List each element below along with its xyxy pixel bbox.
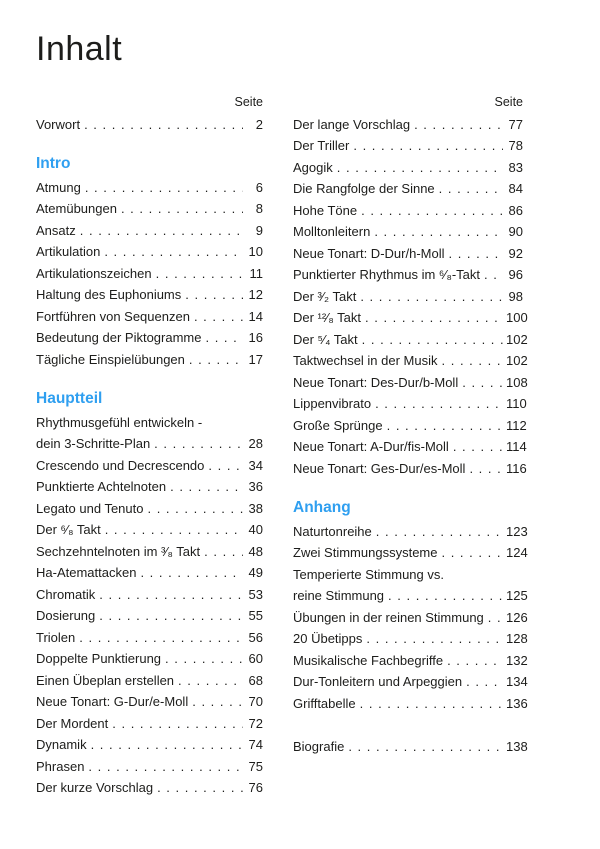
toc-entry-page: 78 xyxy=(508,138,523,153)
dot-leader xyxy=(99,605,243,627)
page-title: Inhalt xyxy=(36,30,123,68)
toc-entry xyxy=(36,627,263,649)
dot-leader xyxy=(469,458,503,480)
toc-entry-label: Artikulation xyxy=(36,244,101,259)
toc-entry-label: Ansatz xyxy=(36,222,76,238)
dot-leader xyxy=(360,286,503,308)
toc-entry-page: 53 xyxy=(248,586,263,602)
toc-entry-label: Der kurze Vorschlag xyxy=(36,780,154,795)
toc-entry-page: 74 xyxy=(248,737,263,752)
dot-leader xyxy=(353,135,503,157)
toc-entry-label: Der ³⁄₂ Takt xyxy=(293,288,357,304)
toc-entry xyxy=(293,415,527,437)
toc-entry-page: 68 xyxy=(248,672,263,688)
toc-entry xyxy=(36,541,263,563)
toc-entry-page: 116 xyxy=(506,460,527,476)
dot-leader xyxy=(387,415,503,437)
toc-entry-page: 34 xyxy=(248,457,263,473)
toc-entry-page: 70 xyxy=(248,694,263,709)
toc-entry xyxy=(36,306,263,328)
toc-entry-page: 60 xyxy=(248,651,263,666)
toc-entry-label: Phrasen xyxy=(36,758,85,774)
toc-entry-label: Biografie xyxy=(293,739,345,754)
toc-entry-page: 100 xyxy=(506,310,528,325)
dot-leader xyxy=(194,306,243,328)
toc-entry-label: Haltung des Euphoniums xyxy=(36,287,182,302)
toc-entry-label: Lippenvibrato xyxy=(293,396,372,411)
toc-entry-page: 12 xyxy=(248,287,263,302)
dot-leader xyxy=(88,756,243,778)
toc-entry-page: 49 xyxy=(248,565,263,580)
toc-entry-page: 124 xyxy=(506,545,528,560)
dot-leader xyxy=(79,627,243,649)
toc-entry-page: 77 xyxy=(508,116,523,132)
dot-leader xyxy=(484,264,503,286)
toc-entry-label: Temperierte Stimmung vs. xyxy=(293,566,444,582)
toc-entry-page: 108 xyxy=(506,374,528,390)
dot-leader xyxy=(121,198,243,220)
toc-entry-page: 72 xyxy=(248,715,263,731)
toc-entry-page: 96 xyxy=(508,267,523,282)
dot-leader xyxy=(189,349,243,371)
toc-entry-page: 102 xyxy=(506,331,528,347)
toc-entry xyxy=(36,263,263,285)
toc-entry-label: Musikalische Fachbegriffe xyxy=(293,652,444,668)
toc-entry-label: Legato und Tenuto xyxy=(36,500,144,516)
toc-entry-page: 11 xyxy=(249,265,263,281)
dot-leader xyxy=(448,243,503,265)
toc-entry xyxy=(293,264,523,286)
toc-entry-page: 38 xyxy=(248,500,263,516)
toc-entry-label: Agogik xyxy=(293,159,333,175)
toc-entry-label: Der Mordent xyxy=(36,715,109,731)
dot-leader xyxy=(337,157,503,179)
toc-entry-label: Neue Tonart: Des-Dur/b-Moll xyxy=(293,374,459,390)
toc-entry xyxy=(293,243,523,265)
toc-entry-label: Molltonleitern xyxy=(293,224,371,239)
toc-entry-page: 40 xyxy=(248,522,263,537)
toc-entry-page: 48 xyxy=(248,543,263,559)
toc-entry xyxy=(36,734,263,756)
toc-entry-label: Dosierung xyxy=(36,608,96,623)
toc-entry-label: Der ⁶⁄₈ Takt xyxy=(36,522,101,537)
dot-leader xyxy=(165,648,243,670)
toc-group xyxy=(293,497,528,714)
toc-entry-label: dein 3-Schritte-Plan xyxy=(36,436,151,451)
toc-entry xyxy=(36,220,263,242)
toc-entry xyxy=(36,498,263,520)
dot-leader xyxy=(366,628,503,650)
dot-leader xyxy=(170,476,243,498)
dot-leader xyxy=(156,263,243,285)
toc-entry xyxy=(36,605,263,627)
toc-entry-label: Der lange Vorschlag xyxy=(293,116,411,132)
toc-entry-label: Punktierte Achtelnoten xyxy=(36,479,167,494)
toc-entry-label: Der ¹²⁄₈ Takt xyxy=(293,310,361,325)
section-heading: Intro xyxy=(36,155,71,172)
toc-entry xyxy=(36,691,263,713)
toc-entry-label: Hohe Töne xyxy=(293,202,358,218)
dot-leader xyxy=(85,177,243,199)
toc-entry xyxy=(36,562,263,584)
toc-entry xyxy=(36,777,263,799)
toc-entry xyxy=(293,693,528,715)
toc-entry-label: Der ⁵⁄₄ Takt xyxy=(293,331,358,347)
toc-entry xyxy=(293,564,523,586)
toc-group xyxy=(293,736,528,758)
toc-entry-page: 76 xyxy=(248,780,263,795)
dot-leader xyxy=(362,329,503,351)
toc-entry xyxy=(293,329,528,351)
toc-entry-page: 17 xyxy=(248,351,263,367)
toc-entry-label: Neue Tonart: D-Dur/h-Moll xyxy=(293,245,445,261)
toc-entry-label: Punktierter Rhythmus im ⁶⁄₈-Takt xyxy=(293,267,481,282)
dot-leader xyxy=(442,350,504,372)
toc-entry-label: Neue Tonart: Ges-Dur/es-Moll xyxy=(293,460,466,476)
toc-entry-page: 90 xyxy=(508,224,523,239)
toc-entry-label: reine Stimmung xyxy=(293,588,385,603)
dot-leader xyxy=(374,221,503,243)
toc-entry xyxy=(293,135,523,157)
toc-entry xyxy=(293,585,528,607)
toc-entry xyxy=(293,458,527,480)
page-column-header xyxy=(36,92,263,114)
toc-entry-page: 102 xyxy=(506,353,528,368)
toc-entry-page: 9 xyxy=(255,222,263,238)
toc-entry xyxy=(36,412,263,434)
dot-leader xyxy=(360,693,503,715)
page-column-header-label: Seite xyxy=(494,95,523,109)
toc-entry xyxy=(293,671,528,693)
toc-entry xyxy=(293,221,523,243)
toc-entry xyxy=(293,286,523,308)
toc-entry xyxy=(36,177,263,199)
toc-entry-page: 28 xyxy=(248,436,263,451)
toc-entry-page: 2 xyxy=(255,116,263,132)
toc-entry-page: 86 xyxy=(508,202,523,218)
toc-entry xyxy=(293,736,528,758)
dot-leader xyxy=(192,691,243,713)
dot-leader xyxy=(140,562,243,584)
toc-entry-page: 123 xyxy=(506,523,528,539)
dot-leader xyxy=(104,241,243,263)
toc-entry xyxy=(36,455,263,477)
dot-leader xyxy=(99,584,243,606)
dot-leader xyxy=(154,433,243,455)
toc-entry-label: Doppelte Punktierung xyxy=(36,651,162,666)
toc-entry-label: Fortführen von Sequenzen xyxy=(36,308,190,324)
section-heading: Anhang xyxy=(293,499,351,516)
toc-entry-page: 126 xyxy=(506,609,528,625)
dot-leader xyxy=(375,393,503,415)
toc-entry-page: 8 xyxy=(255,201,263,216)
toc-entry-label: Ha-Atemattacken xyxy=(36,565,137,580)
toc-entry xyxy=(36,756,263,778)
page-column-header xyxy=(293,92,523,114)
toc-entry-label: Neue Tonart: A-Dur/fis-Moll xyxy=(293,439,449,454)
toc-entry-page: 56 xyxy=(248,629,263,645)
toc-entry-label: Rhythmusgefühl entwickeln - xyxy=(36,414,203,430)
dot-leader xyxy=(80,220,243,242)
toc-entry xyxy=(293,114,523,136)
toc-entry-page: 10 xyxy=(248,244,263,259)
dot-leader xyxy=(365,307,503,329)
toc-entry-label: Übungen in der reinen Stimmung xyxy=(293,609,484,625)
toc-entry-page: 138 xyxy=(506,739,528,754)
toc-entry xyxy=(36,519,263,541)
toc-entry-label: Neue Tonart: G-Dur/e-Moll xyxy=(36,694,189,709)
toc-entry-label: Triolen xyxy=(36,629,76,645)
toc-column-right xyxy=(293,92,528,799)
dot-leader xyxy=(488,607,503,629)
toc-group xyxy=(293,114,528,480)
dot-leader xyxy=(453,436,503,458)
toc-entry-label: Artikulationszeichen xyxy=(36,265,152,281)
dot-leader xyxy=(205,327,243,349)
toc-entry-label: Der Triller xyxy=(293,138,350,153)
toc-entry-label: Große Sprünge xyxy=(293,417,383,433)
toc-entry xyxy=(36,476,263,498)
dot-leader xyxy=(112,713,243,735)
dot-leader xyxy=(376,521,503,543)
toc-entry-label: Dynamik xyxy=(36,737,87,752)
dot-leader xyxy=(466,671,503,693)
toc-entry-label: Grifftabelle xyxy=(293,695,356,711)
toc-entry xyxy=(36,433,263,455)
toc-entry xyxy=(293,393,527,415)
toc-entry-label: Vorwort xyxy=(36,116,81,132)
dot-leader xyxy=(462,372,503,394)
toc-entry-page: 98 xyxy=(508,288,523,304)
dot-leader xyxy=(361,200,503,222)
toc-entry xyxy=(36,713,263,735)
toc-entry-label: Taktwechsel in der Musik xyxy=(293,353,438,368)
toc-entry-page: 55 xyxy=(248,608,263,623)
toc-entry-label: Atemübungen xyxy=(36,201,117,216)
toc-entry-label: Dur-Tonleitern und Arpeggien xyxy=(293,674,463,689)
toc-entry-page: 84 xyxy=(508,181,523,196)
toc-entry-label: Chromatik xyxy=(36,586,96,602)
toc-entry-page: 92 xyxy=(508,245,523,261)
toc-entry-label: Bedeutung der Piktogramme xyxy=(36,330,202,345)
dot-leader xyxy=(157,777,243,799)
dot-leader xyxy=(84,114,243,136)
toc-entry xyxy=(36,241,263,263)
toc-entry-page: 112 xyxy=(506,417,527,433)
toc-group xyxy=(36,388,263,799)
toc-entry-page: 114 xyxy=(506,439,527,454)
toc-entry-page: 136 xyxy=(506,695,528,711)
dot-leader xyxy=(208,455,243,477)
toc-entry xyxy=(293,372,528,394)
toc-entry-page: 75 xyxy=(248,758,263,774)
dot-leader xyxy=(185,284,243,306)
toc-entry-label: Sechzehntelnoten im ³⁄₈ Takt xyxy=(36,543,201,559)
toc-entry xyxy=(36,114,263,136)
toc-entry-page: 110 xyxy=(506,396,527,411)
toc-entry xyxy=(36,349,263,371)
toc-entry-page: 6 xyxy=(255,179,263,195)
toc-entry-label: Tägliche Einspielübungen xyxy=(36,351,185,367)
toc-entry xyxy=(293,307,528,329)
toc-entry-page: 132 xyxy=(506,652,528,668)
toc-columns xyxy=(36,92,528,799)
toc-group xyxy=(36,114,263,136)
toc-entry-page: 14 xyxy=(248,308,263,324)
toc-group xyxy=(36,153,263,370)
toc-entry-page: 134 xyxy=(506,674,528,689)
toc-entry xyxy=(293,178,523,200)
toc-entry xyxy=(293,200,523,222)
toc-entry xyxy=(293,650,528,672)
dot-leader xyxy=(447,650,503,672)
dot-leader xyxy=(105,519,243,541)
toc-entry xyxy=(293,542,528,564)
dot-leader xyxy=(348,736,503,758)
toc-entry-page: 125 xyxy=(506,588,528,603)
toc-entry-label: Die Rangfolge der Sinne xyxy=(293,181,435,196)
toc-entry-label: Naturtonreihe xyxy=(293,523,372,539)
dot-leader xyxy=(388,585,503,607)
toc-entry xyxy=(293,628,528,650)
toc-entry xyxy=(36,648,263,670)
dot-leader xyxy=(439,178,503,200)
toc-column-left xyxy=(36,92,263,799)
toc-entry-label: Crescendo und Decrescendo xyxy=(36,457,205,473)
toc-entry xyxy=(36,670,263,692)
toc-entry xyxy=(293,607,528,629)
toc-entry-page: 36 xyxy=(248,479,263,494)
toc-entry-page: 128 xyxy=(506,631,528,646)
toc-entry-label: Zwei Stimmungssysteme xyxy=(293,545,438,560)
dot-leader xyxy=(441,542,503,564)
toc-entry-page: 16 xyxy=(248,330,263,345)
toc-entry xyxy=(293,157,523,179)
toc-entry-label: Einen Übeplan erstellen xyxy=(36,672,175,688)
toc-entry-page: 83 xyxy=(508,159,523,175)
toc-entry xyxy=(293,436,527,458)
toc-entry xyxy=(293,521,528,543)
toc-entry-label: Atmung xyxy=(36,179,81,195)
page-column-header-label: Seite xyxy=(234,95,263,109)
dot-leader xyxy=(147,498,243,520)
toc-entry xyxy=(36,584,263,606)
dot-leader xyxy=(204,541,243,563)
toc-entry xyxy=(293,350,528,372)
toc-entry xyxy=(36,284,263,306)
dot-leader xyxy=(414,114,503,136)
toc-entry-label: 20 Übetipps xyxy=(293,631,363,646)
dot-leader xyxy=(178,670,243,692)
section-heading: Hauptteil xyxy=(36,390,103,407)
toc-entry xyxy=(36,327,263,349)
toc-entry xyxy=(36,198,263,220)
dot-leader xyxy=(91,734,243,756)
